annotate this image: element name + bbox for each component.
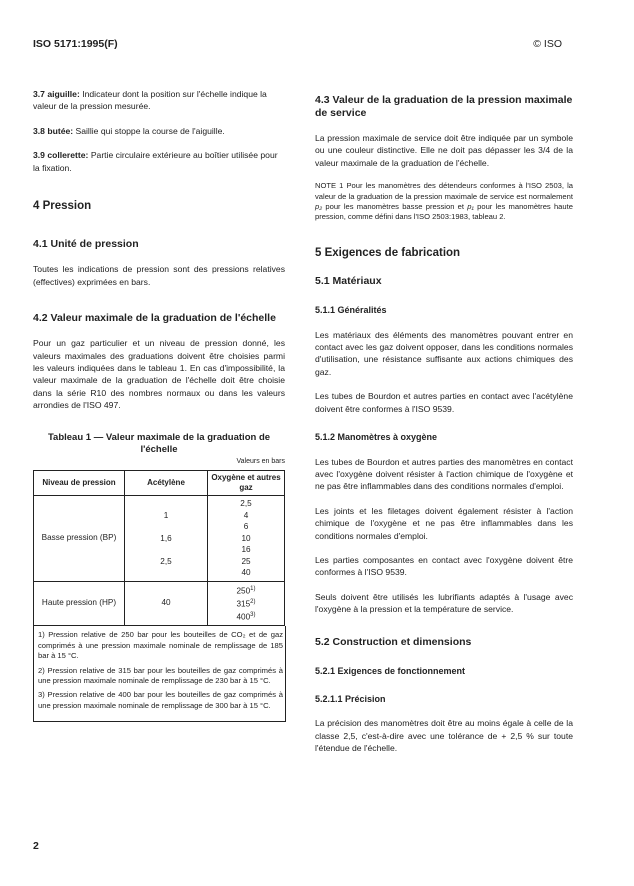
section-4-2-text: Pour un gaz particulier et un niveau de pression donné, les valeurs maximales des graduations doivent être choisies parmi les valeurs indiquées dans le tableau 1. En cas d'impossibilité, la valeur maximale de la graduation de l'échelle doit être choisie dans la série R10 des nombres normaux ou dans les valeurs arrondies de l'ISO 497.: [33, 338, 285, 411]
right-column: [315, 88, 573, 767]
definition-number: 3.9: [33, 150, 45, 161]
table-value: 250$^{1)}$: [236, 585, 256, 596]
table-1: [33, 432, 285, 722]
note-text: NOTE 1 Pour les manomètres des détendeurs conformes à l'ISO 2503, la valeur de la graduation de la pression maximale de service est normalement: [315, 181, 573, 201]
table-value: 40: [241, 568, 251, 578]
table-value: 4: [243, 510, 249, 520]
table-value: 400$^{3)}$: [236, 612, 256, 622]
note-symbol: p₂: [315, 202, 323, 212]
section-4-3-heading: 4.3 Valeur de la graduation de la pression maximale de service: [315, 94, 573, 119]
table-cell: [125, 496, 208, 582]
table-value: 1: [163, 510, 169, 520]
section-5-1-2-text: Seuls doivent être utilisés les lubrifiants adaptés à l'usage avec l'oxygène à la pression et la température de service.: [315, 591, 573, 615]
section-5-1-1-text: Les matériaux des éléments des manomètres pouvant entrer en contact avec les gaz doivent opposer, dans les conditions normales d'utilisation, une résistance suffisante aux actions chimiques des gaz.: [315, 329, 573, 377]
table-cell: Haute pression (HP): [34, 581, 125, 626]
table-row: [34, 581, 285, 626]
definition-3-9: [33, 149, 285, 174]
table-value: 10: [241, 533, 251, 543]
definition-text: Indicateur dont la position sur l'échelle indique la valeur de la pression mesurée.: [33, 89, 267, 112]
section-4-heading: 4 Pression: [33, 200, 92, 213]
definition-number: 3.7: [33, 89, 45, 99]
table-value: 315$^{2)}$: [236, 598, 256, 609]
table-value: 16: [241, 545, 251, 555]
table-value: 6: [243, 522, 249, 532]
section-5-heading: 5 Exigences de fabrication: [315, 246, 461, 259]
table-cell: Basse pression (BP): [34, 496, 125, 582]
table-header-row: [34, 471, 285, 496]
table-value: 2,5: [240, 499, 252, 509]
definition-text: Saillie qui stoppe la course de l'aiguille.: [75, 125, 225, 136]
section-5-2-1-1-heading: 5.2.1.1 Précision: [315, 693, 386, 704]
left-column: [33, 88, 285, 722]
note-text: pour les manomètres basse pression et: [325, 202, 464, 212]
table-cell: 40: [125, 581, 208, 626]
section-4-3-text: La pression maximale de service doit être indiquée par un symbole ou une couleur distinctive. Elle ne doit pas dépasser les 3/4 de la valeur maximale de la graduation de l'échelle.: [315, 133, 573, 168]
table-footnotes: [33, 626, 286, 722]
header-document-id: ISO 5171:1995(F): [33, 38, 118, 50]
definition-term: aiguille:: [47, 89, 80, 99]
section-5-1-heading: 5.1 Matériaux: [315, 275, 382, 288]
definition-text: Partie circulaire extérieure au boîtier utilisée pour la fixation.: [33, 150, 278, 173]
section-5-1-1-text: Les tubes de Bourdon et autres parties en contact avec l'acétylène doivent être conformes à l'ISO 9539.: [315, 391, 573, 414]
table-unit: Valeurs en bars: [236, 457, 285, 465]
table-title: Tableau 1 — Valeur maximale de la graduation de l'échelle: [47, 431, 271, 455]
definition-term: collerette:: [47, 150, 89, 161]
section-5-2-1-heading: 5.2.1 Exigences de fonctionnement: [315, 665, 466, 676]
definition-3-7: [33, 88, 285, 113]
section-4-1-text: Toutes les indications de pression sont des pressions relatives (effectives) exprimées en bars.: [33, 264, 285, 287]
section-5-1-2-text: Les parties composantes en contact avec l'oxygène doivent être conformes à l'ISO 9539.: [315, 554, 573, 578]
definition-number: 3.8: [33, 125, 45, 136]
section-5-1-2-heading: 5.1.2 Manomètres à oxygène: [315, 432, 438, 443]
section-4-1-heading: 4.1 Unité de pression: [33, 238, 139, 251]
table-footnote: 1) Pression relative de 250 bar pour les bouteilles de CO₂ et de gaz comprimés à une pression maximale nominale de remplissage de 185 bar à 15 °C.: [38, 630, 283, 661]
table-header-cell: Oxygène et autres gaz: [208, 471, 285, 496]
section-4-2-heading: 4.2 Valeur maximale de la graduation de l'échelle: [33, 312, 276, 325]
header-copyright: © ISO: [533, 38, 562, 50]
table-row: [34, 496, 285, 582]
table-cell: [208, 581, 285, 626]
section-5-2-1-1-text: La précision des manomètres doit être au moins égale à celle de la classe 2,5, c'est-à-dire avec une tolérance de + 2,5 % sur toute l'étendue de l'échelle.: [315, 718, 573, 754]
table-header-cell: Niveau de pression: [34, 471, 125, 496]
table-value: 1,6: [160, 533, 172, 543]
table-cell: [208, 496, 285, 582]
table-footnote: 2) Pression relative de 315 bar pour les bouteilles de gaz comprimés à une pression maximale nominale de remplissage de 230 bar à 15 °C.: [38, 665, 283, 685]
note-symbol: p₁: [467, 202, 474, 212]
section-5-2-heading: 5.2 Construction et dimensions: [315, 635, 472, 648]
section-5-1-1-heading: 5.1.1 Généralités: [315, 305, 387, 316]
table-grid: [33, 470, 285, 626]
table-footnote: 3) Pression relative de 400 bar pour les bouteilles de gaz comprimés à une pression maximale nominale de remplissage de 300 bar à 15 °C.: [38, 690, 283, 710]
section-5-1-2-text: Les tubes de Bourdon et autres parties des manomètres en contact avec l'oxygène doivent résister à l'action chimique de l'oxygène et ne pas être inflammables dans des conditions normales d'emploi.: [315, 456, 573, 492]
table-value: 2,5: [160, 556, 172, 566]
definition-term: butée:: [47, 125, 74, 136]
note-1: [315, 181, 573, 223]
table-value: 25: [241, 556, 251, 566]
section-5-1-2-text: Les joints et les filetages doivent également résister à l'action chimique de l'oxygène et ne pas être inflammables dans les conditions normales d'emploi.: [315, 505, 573, 541]
page-number: 2: [33, 840, 39, 852]
definition-3-8: [33, 125, 285, 137]
note-text: pour les manomètres haute pression, comme défini dans l'ISO 2503:1983, tableau 2.: [315, 202, 573, 222]
table-header-cell: Acétylène: [125, 471, 208, 496]
